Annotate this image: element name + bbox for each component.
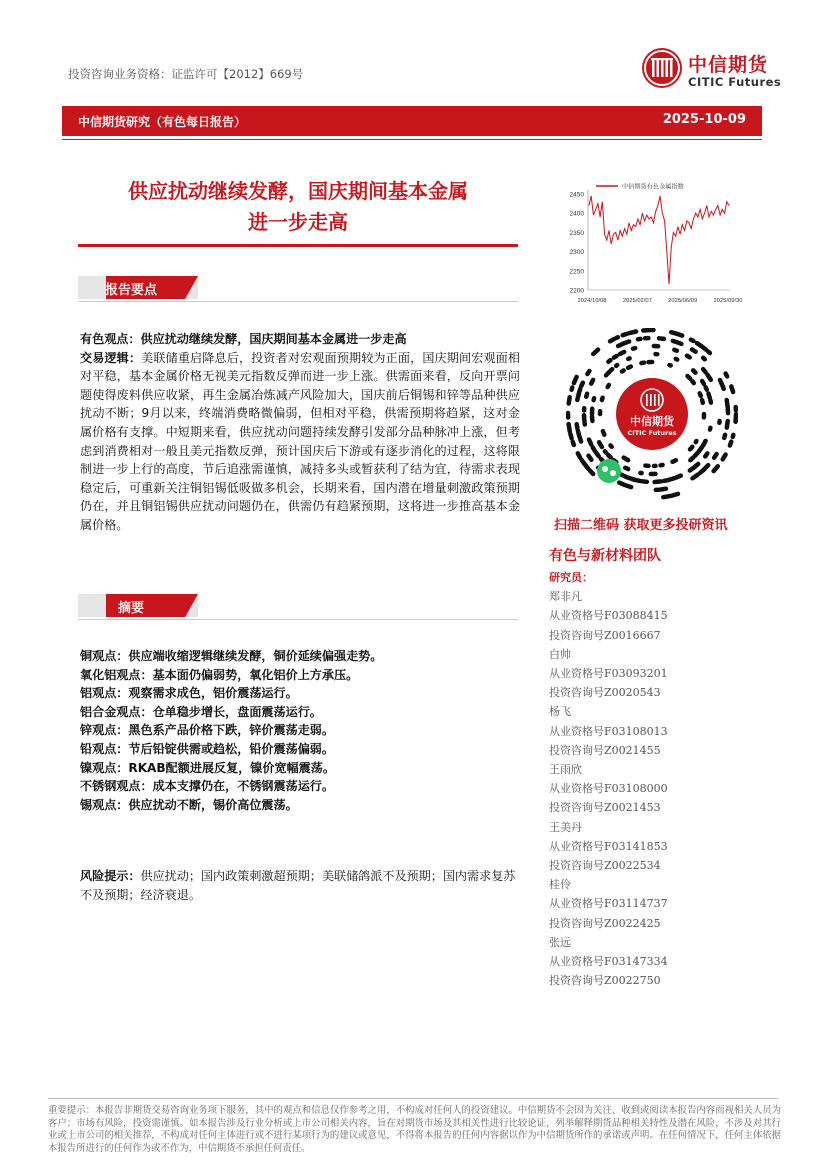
risk-label: 风险提示： <box>80 869 141 883</box>
member-consult-id: 投资咨询号Z0021453 <box>549 801 661 815</box>
qr-module <box>628 367 631 368</box>
summary-item: 不锈钢观点：成本支撑仍在，不锈钢震荡运行。 <box>80 779 334 794</box>
qr-module <box>731 386 733 392</box>
member-qualification: 从业资格号F03141853 <box>549 839 668 853</box>
member-consult-id: 投资咨询号Z0020543 <box>549 686 661 700</box>
qr-module <box>608 385 609 387</box>
index-line-chart <box>556 180 750 312</box>
qr-module <box>642 481 647 482</box>
qr-module <box>690 447 692 450</box>
qr-module <box>693 475 698 479</box>
qr-module <box>619 483 624 485</box>
member-consult-id: 投资咨询号Z0021455 <box>549 743 661 757</box>
qr-module <box>610 339 614 341</box>
key-points-body <box>80 330 520 535</box>
qr-module <box>606 372 610 376</box>
member-qualification: 从业资格号F03088415 <box>549 609 668 623</box>
qr-module <box>702 400 703 403</box>
qr-module <box>570 434 571 438</box>
view-label: 有色观点： <box>80 332 141 346</box>
qr-module <box>626 486 631 488</box>
qr-module <box>569 397 570 403</box>
qr-module <box>620 352 624 354</box>
title-divider <box>78 244 518 247</box>
y-tick-label: 2250 <box>569 268 584 276</box>
qr-module <box>578 453 580 457</box>
qr-module <box>611 445 612 446</box>
report-title <box>78 176 518 238</box>
qr-module <box>608 360 610 362</box>
qr-module <box>690 458 693 461</box>
non-ferrous-view <box>80 330 520 349</box>
qr-module <box>664 480 668 481</box>
citic-seal-icon <box>642 48 682 88</box>
summary-item: 镍观点：RKAB配额进展反复，镍价宽幅震荡。 <box>80 760 335 775</box>
qr-module <box>669 365 670 366</box>
qr-module <box>578 430 579 435</box>
member-name: 王美丹 <box>549 820 582 834</box>
qr-module <box>696 441 697 442</box>
qr-module <box>680 343 682 344</box>
qr-module <box>710 428 711 430</box>
section-label: 报告要点 <box>104 283 157 298</box>
qr-module <box>629 332 636 334</box>
qr-module <box>723 387 724 389</box>
summary-item: 氧化铝观点：基本面仍偏弱势，氧化铝价上方承压。 <box>80 667 359 682</box>
section-label: 摘要 <box>117 601 144 616</box>
banner-divider <box>62 139 762 140</box>
qr-module <box>641 363 644 364</box>
qr-module <box>674 350 677 351</box>
report-date: 2025-10-09 <box>662 112 746 127</box>
qr-module <box>587 371 589 374</box>
risk-warning <box>80 867 520 904</box>
risk-text: 供应扰动；国内政策刺激超预期；美联储鸽派不及预期；国内需求复苏不及预期；经济衰退。 <box>80 869 516 902</box>
qr-module <box>633 348 635 349</box>
qr-module <box>723 455 726 460</box>
qr-module <box>726 374 728 377</box>
qr-module <box>581 383 583 387</box>
series-line <box>589 196 729 284</box>
qr-module <box>673 460 676 462</box>
qr-module <box>703 369 705 372</box>
summary-item: 锡观点：供应扰动不断，锡价高位震荡。 <box>80 797 298 812</box>
y-tick-label: 2300 <box>569 249 584 257</box>
member-consult-id: 投资咨询号Z0022750 <box>549 974 661 988</box>
logic-label: 交易逻辑： <box>80 350 142 365</box>
summary-item: 铅观点：节后铅锭供需或趋松，铅价震荡偏弱。 <box>80 741 334 756</box>
qr-module <box>594 398 595 400</box>
qr-module <box>574 377 577 383</box>
member-qualification: 从业资格号F03147334 <box>549 955 668 969</box>
license-text: 投资咨询业务资格：证监许可【2012】669号 <box>68 67 304 81</box>
qr-module <box>692 349 696 351</box>
qr-module <box>707 375 710 380</box>
logo-english-text: CITIC Futures <box>688 75 782 89</box>
section-tab-summary <box>78 594 518 617</box>
qr-module <box>614 356 617 358</box>
qr-module <box>624 458 628 461</box>
qr-module <box>572 388 573 390</box>
member-consult-id: 投资咨询号Z0022534 <box>549 859 661 873</box>
member-name: 郑非凡 <box>549 590 582 604</box>
qr-module <box>569 424 570 431</box>
qr-module <box>573 442 574 445</box>
legend-label: 中信期货有色金属指数 <box>622 183 684 191</box>
qr-module <box>708 352 710 354</box>
qr-module <box>661 489 666 490</box>
qr-module <box>714 466 718 471</box>
qr-module <box>697 343 702 346</box>
qr-module <box>673 494 678 496</box>
qr-module <box>687 356 690 358</box>
x-tick-label: 2025/06/09 <box>668 298 698 304</box>
y-tick-label: 2200 <box>569 287 584 295</box>
researcher-role: 研究员： <box>549 571 593 584</box>
qr-caption: 扫描二维码 获取更多投研资讯 <box>554 518 728 533</box>
qr-module <box>703 358 705 360</box>
qr-module <box>695 453 698 457</box>
citic-futures-logo <box>642 48 807 94</box>
section-tab-key-points <box>78 276 518 299</box>
qr-module <box>703 347 706 350</box>
qr-module <box>582 460 584 463</box>
qr-module <box>586 394 587 397</box>
qr-module <box>673 341 678 343</box>
qr-module <box>599 442 602 447</box>
team-list <box>549 568 749 990</box>
qr-module <box>655 481 661 482</box>
qr-module <box>706 387 707 390</box>
qr-module <box>703 441 706 446</box>
logic-text: 美联储重启降息后，投资者对宏观面预期较为正面，国庆期间宏观面相对平稳，基本金属价格无视美元指数反弹而进一步上涨。供需面来看，反向开票问题使得废料供应收紧，再生金属冶炼减产风险加大，国庆前后铜锡和锌等品种供应扰动不断；9月以来，终端消费略微偏弱，但相对平稳，供需预期将趋紧，这对金属价格有支撑。中短期来看，供应扰动问题持续发酵引发部分品种脉冲上涨，但考虑到消费相对一般且美元指数反弹，预计国庆后下游或有逐步消化的过程，这将限制进一步上行的高度，节后追涨需谨慎，减持多头或暂获利了结为宜，待需求表现稳定后，可重新关注铜铝锡低吸做多机会，长期来看，国内潜在增量刺激政策预期仍在，并且铜铝锡供应扰动问题仍在，供需仍有趋紧预期，这将进一步推高基本金属价格。 <box>80 350 520 532</box>
title-line-1: 供应扰动继续发酵，国庆期间基本金属 <box>128 179 468 203</box>
member-qualification: 从业资格号F03114737 <box>549 897 668 911</box>
chart-svg <box>556 180 750 312</box>
qr-logo-en: CITIC Futures <box>627 429 677 437</box>
x-tick-label: 2024/10/08 <box>577 298 607 304</box>
qr-module <box>702 381 704 384</box>
report-banner <box>62 106 762 136</box>
qr-module <box>724 435 725 438</box>
summary-item: 铝合金观点：仓单稳步增长，盘面震荡运行。 <box>80 704 322 719</box>
team-title: 有色与新材料团队 <box>549 548 661 564</box>
view-text: 供应扰动继续发酵，国庆期间基本金属进一步走高 <box>140 332 407 346</box>
qr-module <box>605 451 606 452</box>
footer-divider <box>48 1098 778 1099</box>
qr-module <box>676 359 677 360</box>
qr-module <box>593 350 598 354</box>
y-tick-label: 2400 <box>569 210 584 218</box>
qr-module <box>692 381 694 383</box>
member-name: 张远 <box>549 935 571 949</box>
qr-module <box>593 447 595 450</box>
qr-module <box>591 380 593 384</box>
member-qualification: 从业资格号F03108013 <box>549 724 668 738</box>
summary-list <box>80 647 520 814</box>
member-consult-id: 投资咨询号Z0016667 <box>549 628 661 642</box>
qr-module <box>730 442 731 446</box>
qr-module <box>603 431 604 435</box>
qr-module <box>590 471 593 474</box>
qr-module <box>628 358 629 359</box>
qr-module <box>710 400 711 402</box>
qr-module <box>622 370 624 371</box>
qr-module <box>700 393 701 396</box>
summary-item: 铜观点：供应端收缩逻辑继续发酵，铜价延续偏强走势。 <box>80 649 383 663</box>
member-name: 桂伶 <box>549 878 571 892</box>
qr-module <box>693 370 695 372</box>
logo-chinese-text: 中信期货 <box>688 54 769 76</box>
title-line-2: 进一步走高 <box>248 210 348 234</box>
qr-module <box>727 421 728 428</box>
y-tick-label: 2350 <box>569 229 584 237</box>
qr-logo-cn: 中信期货 <box>630 415 674 428</box>
qr-module <box>579 389 580 393</box>
qr-module <box>714 454 717 458</box>
qr-module <box>705 453 707 456</box>
qr-module <box>616 337 618 338</box>
qr-module <box>608 455 611 458</box>
x-tick-label: 2025/09/30 <box>713 298 743 304</box>
qr-module <box>733 435 734 437</box>
qr-module <box>623 334 627 336</box>
qr-module <box>602 398 603 400</box>
member-name: 白帅 <box>549 647 571 661</box>
summary-item: 铝观点：观察需求成色，铝价震荡运行。 <box>80 686 298 701</box>
qr-module <box>708 394 709 398</box>
member-name: 王雨欣 <box>549 763 582 777</box>
qr-module <box>700 470 703 473</box>
member-consult-id: 投资咨询号Z0022425 <box>549 916 661 930</box>
qr-module <box>595 452 598 457</box>
qr-module <box>625 342 630 344</box>
qr-module <box>577 424 578 428</box>
qr-module <box>688 376 691 379</box>
member-name: 杨飞 <box>549 705 571 719</box>
qr-module <box>676 476 681 478</box>
qr-module <box>625 468 628 469</box>
member-qualification: 从业资格号F03093201 <box>549 667 668 681</box>
report-series: 中信期货研究（有色每日报告） <box>78 115 247 129</box>
qr-module <box>678 334 682 336</box>
qr-module <box>611 369 612 370</box>
trading-logic <box>80 349 520 535</box>
qr-module <box>621 475 626 478</box>
y-tick-label: 2450 <box>569 191 584 199</box>
qr-code[interactable] <box>566 328 738 500</box>
qr-module <box>663 496 671 497</box>
qr-module <box>691 340 694 341</box>
qr-module <box>616 365 617 366</box>
disclaimer: 重要提示：本报告非期货交易咨询业务项下服务，其中的观点和信息仅作参考之用，不构成对任何人的投资建议。中信期货不会因为关注、收到或阅读本报告内容而视相关人员为客户；市场有风险，投资需谨慎。如本报告涉及行业分析或上市公司相关内容，旨在对期货市场及其相关性进行比较论证，列举解释期货品种相关特性及潜在风险，不涉及对其行业或上市公司的相关推荐，不构成对任何主体进行或不进行某项行为的建议或意见，不得将本报告的任何内容据以作为中信期货所作的承诺或声明。在任何情况下，任何主体依据本报告所进行的任何作为或不作为，中信期货不承担任何责任。 <box>48 1105 781 1154</box>
summary-item: 锌观点：黑色系产品价格下跌，锌价震荡走弱。 <box>80 723 334 738</box>
qr-module <box>659 338 664 339</box>
member-qualification: 从业资格号F03108000 <box>549 782 668 796</box>
qr-module <box>690 468 693 470</box>
x-tick-label: 2025/02/07 <box>622 298 652 304</box>
qr-module <box>589 456 592 460</box>
qr-module <box>589 440 591 445</box>
